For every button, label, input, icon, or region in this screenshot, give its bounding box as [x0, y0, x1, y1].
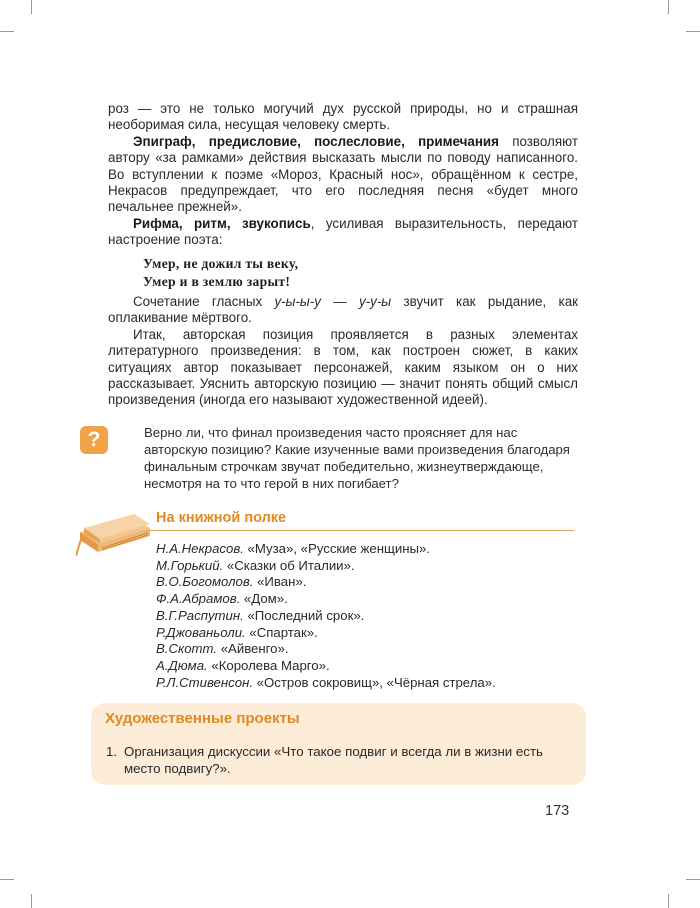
- projects-panel: [91, 703, 586, 785]
- crop-mark: [31, 894, 32, 908]
- book-list-item: [156, 574, 496, 591]
- book-author: Н.А.Некрасов.: [156, 541, 244, 556]
- book-list-item: [156, 641, 496, 658]
- question-mark-icon: ?: [80, 426, 108, 454]
- book-works: «Сказки об Италии».: [223, 557, 355, 573]
- book-works: «Айвенго».: [217, 641, 289, 657]
- book-works: «Дом».: [240, 591, 288, 607]
- book-author: Р.Л.Стивенсон.: [156, 674, 253, 690]
- project-item: [106, 743, 566, 777]
- paragraph-conclusion: [108, 327, 578, 408]
- crop-mark: [686, 31, 700, 32]
- paragraph-text: позволяют автору «за рамками» действия высказать мысли по поводу написанного. Во вступлении к поэме «Мороз, Красный нос», обращённом к сестре, Некрасов предупреждает, что его последняя песня «будет много печальнее прежней».: [108, 134, 578, 215]
- book-list-item: [156, 625, 496, 642]
- crop-mark: [668, 0, 669, 14]
- book-author: В.Скотт.: [156, 641, 218, 657]
- title-underline: [150, 530, 574, 531]
- crop-mark: [0, 879, 14, 880]
- book-list: [156, 541, 496, 691]
- project-number: 1.: [106, 744, 118, 759]
- book-author: В.Г.Распутин.: [156, 607, 244, 623]
- page-number: 173: [545, 803, 570, 819]
- book-list-item: [156, 675, 496, 692]
- book-works: «Спартак».: [245, 624, 318, 640]
- vowel-pattern: у-ы-ы-у: [274, 294, 321, 309]
- paragraph-text: , усиливая выразительность, передают настроение поэта:: [108, 216, 579, 248]
- term-bold: Эпиграф, предисловие, послесловие, примечания: [133, 134, 499, 149]
- paragraph-continued: [108, 101, 578, 134]
- projects-title: Художественные проекты: [105, 710, 300, 727]
- crop-mark: [0, 31, 14, 32]
- paragraph-vowels: [108, 294, 578, 327]
- paragraph-text: —: [320, 294, 359, 309]
- book-author: Р.Джованьоли.: [156, 624, 246, 640]
- question-text: Верно ли, что финал произведения часто проясняет для нас авторскую позицию? Какие изученные вами произведения благодаря финальным строчкам звучат победительно, жизнеутверждающе, несмотря на то что герой в них погибает?: [144, 425, 570, 491]
- book-works: «Последний срок».: [243, 607, 365, 623]
- poem-quote: [143, 255, 443, 290]
- paragraph-text: Итак, авторская позиция проявляется в разных элементах литературного произведения: в том, как построен сюжет, в каких ситуациях автор показывает персонажей, каким языком он о них рассказывает. Уяснить авторскую позицию — значит понять общий смысл произведения (иногда его называют художественной идеей).: [108, 327, 578, 408]
- book-works: «Иван».: [253, 574, 307, 590]
- book-works: «Муза», «Русские женщины».: [243, 541, 430, 556]
- project-text: Организация дискуссии «Что такое подвиг и всегда ли в жизни есть место подвигу?».: [124, 744, 543, 776]
- book-works: «Королева Марго».: [207, 657, 330, 673]
- poem-line: Умер, не дожил ты веку,: [143, 256, 299, 271]
- crop-mark: [31, 0, 32, 14]
- term-bold: Рифма, ритм, звукопись: [133, 216, 311, 231]
- paragraph-text: Сочетание гласных: [133, 294, 275, 309]
- book-list-item: [156, 558, 496, 575]
- book-list-item: [156, 541, 496, 558]
- book-list-item: [156, 591, 496, 608]
- crop-mark: [686, 879, 700, 880]
- vowel-pattern: у-у-ы: [359, 294, 392, 309]
- bookshelf-title: На книжной полке: [156, 510, 287, 526]
- poem-line: Умер и в землю зарыт!: [143, 273, 291, 289]
- books-icon: [76, 506, 156, 556]
- book-works: «Остров сокровищ», «Чёрная стрела».: [253, 674, 496, 690]
- paragraph-rhyme: [108, 216, 578, 249]
- book-list-item: [156, 658, 496, 675]
- book-author: В.О.Богомолов.: [156, 574, 254, 590]
- paragraph-epigraph: [108, 134, 578, 215]
- book-author: Ф.А.Абрамов.: [156, 591, 241, 607]
- crop-mark: [668, 894, 669, 908]
- paragraph-text: звучит как рыдание, как оплакивание мёртвого.: [108, 294, 578, 326]
- book-author: М.Горький.: [156, 557, 224, 573]
- book-author: А.Дюма.: [156, 657, 208, 673]
- paragraph-text: роз — это не только могучий дух русской природы, но и страшная необоримая сила, несущая человеку смерть.: [108, 101, 578, 133]
- book-list-item: [156, 608, 496, 625]
